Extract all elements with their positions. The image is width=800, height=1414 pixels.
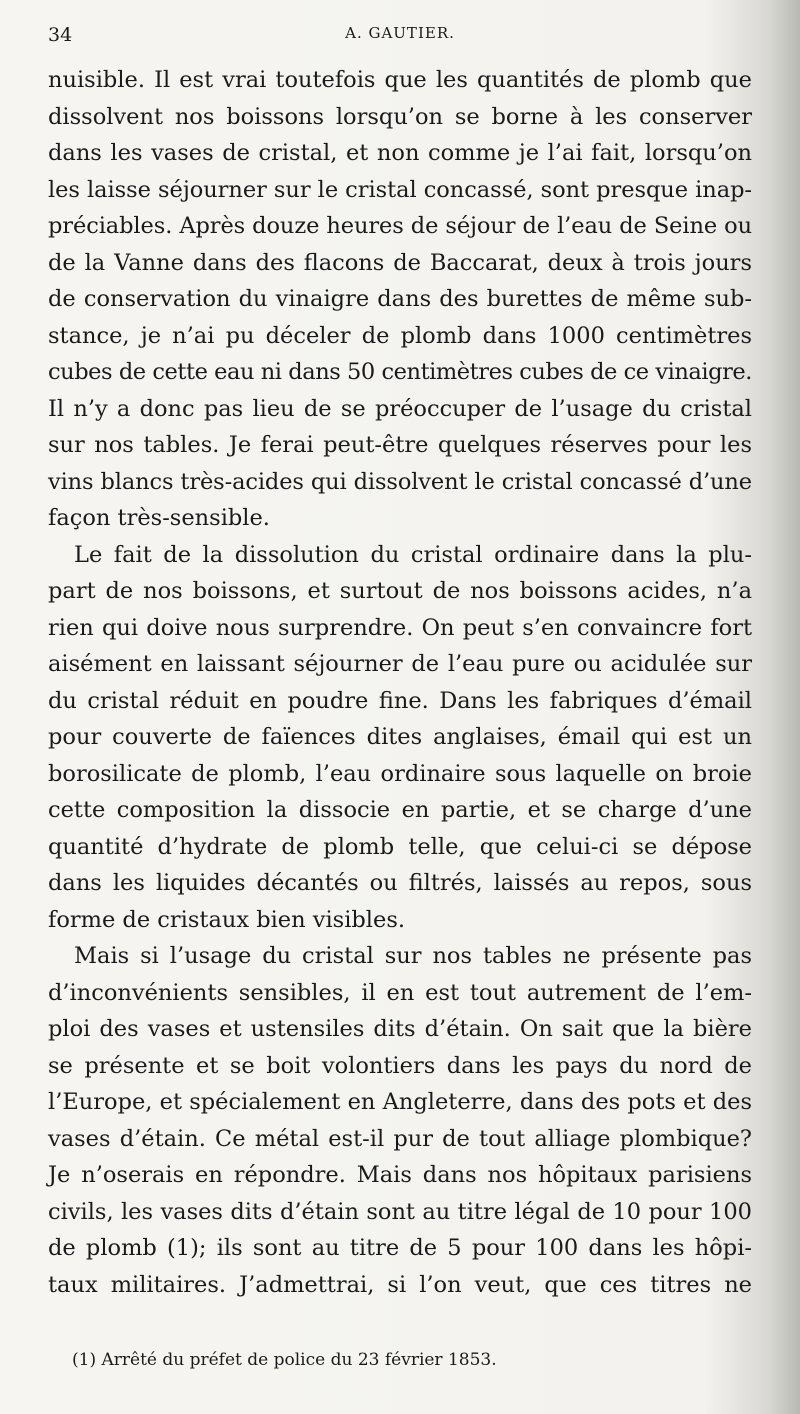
text-line: se présente et se boit volontiers dans les pays du nord de	[48, 1052, 752, 1079]
text-line: façon très-sensible.	[48, 505, 270, 531]
text-line: forme de cristaux bien visibles.	[48, 906, 406, 933]
text-line: Mais si l’usage du cristal sur nos tables ne présente pas	[74, 943, 752, 969]
footnote: (1) Arrêté du préfet de police du 23 février 1853.	[72, 1350, 497, 1370]
text-line: pour couverte de faïences dites anglaises, émail qui est un	[48, 724, 752, 750]
text-line: aisément en laissant séjourner de l’eau pure ou acidulée sur	[48, 651, 752, 677]
page-header	[48, 24, 752, 52]
text-line: sur nos tables. Je ferai peut-être quelques réserves pour les	[48, 432, 752, 458]
text-line: Il n’y a donc pas lieu de se préoccuper de l’usage du cristal	[48, 395, 752, 422]
text-line: d’inconvénients sensibles, il en est tout autrement de l’em-	[48, 979, 752, 1006]
text-line: quantité d’hydrate de plomb telle, que celui-ci se dépose	[48, 833, 752, 860]
text-line: Le fait de la dissolution du cristal ordinaire dans la plu-	[74, 541, 752, 568]
body-text	[48, 62, 752, 1303]
text-line: borosilicate de plomb, l’eau ordinaire sous laquelle on broie	[48, 760, 752, 787]
text-line: de la Vanne dans des flacons de Baccarat, deux à trois jours	[48, 249, 752, 276]
text-line: de conservation du vinaigre dans des burettes de même sub-	[48, 286, 752, 312]
text-line: dans les vases de cristal, et non comme je l’ai fait, lorsqu’on	[48, 140, 752, 166]
text-line: part de nos boissons, et surtout de nos boissons acides, n’a	[48, 578, 752, 604]
text-line: nuisible. Il est vrai toutefois que les quantités de plomb que	[48, 67, 752, 93]
page-number: 34	[48, 24, 73, 46]
text-line: cette composition la dissocie en partie, et se charge d’une	[48, 797, 752, 823]
text-line: civils, les vases dits d’étain sont au titre légal de 10 pour 100	[48, 1198, 752, 1225]
text-line: les laisse séjourner sur le cristal concassé, sont presque inap-	[48, 176, 752, 203]
text-line: préciables. Après douze heures de séjour de l’eau de Seine ou	[48, 213, 752, 239]
text-line: taux militaires. J’admettrai, si l’on veut, que ces titres ne	[48, 1271, 752, 1298]
text-line: rien qui doive nous surprendre. On peut s’en convaincre fort	[48, 614, 752, 641]
text-line: de plomb (1); ils sont au titre de 5 pour 100 dans les hôpi-	[48, 1235, 752, 1261]
text-line: Je n’oserais en répondre. Mais dans nos hôpitaux parisiens	[48, 1162, 752, 1188]
text-line: dans les liquides décantés ou filtrés, laissés au repos, sous	[48, 870, 752, 896]
text-line: du cristal réduit en poudre fine. Dans les fabriques d’émail	[48, 687, 752, 714]
text-line: l’Europe, et spécialement en Angleterre, dans des pots et des	[48, 1089, 752, 1115]
text-line: vases d’étain. Ce métal est-il pur de tout alliage plombique?	[48, 1125, 752, 1152]
text-line: stance, je n’ai pu déceler de plomb dans 1000 centimètres	[48, 322, 752, 349]
text-line: ploi des vases et ustensiles dits d’étain. On sait que la bière	[48, 1016, 752, 1042]
running-head: A. GAUTIER.	[345, 24, 455, 42]
text-line: dissolvent nos boissons lorsqu’on se borne à les conserver	[48, 103, 752, 130]
text-line: vins blancs très-acides qui dissolvent le cristal concassé d’une	[48, 468, 752, 495]
text-line: cubes de cette eau ni dans 50 centimètres cubes de ce vinaigre.	[48, 359, 752, 385]
